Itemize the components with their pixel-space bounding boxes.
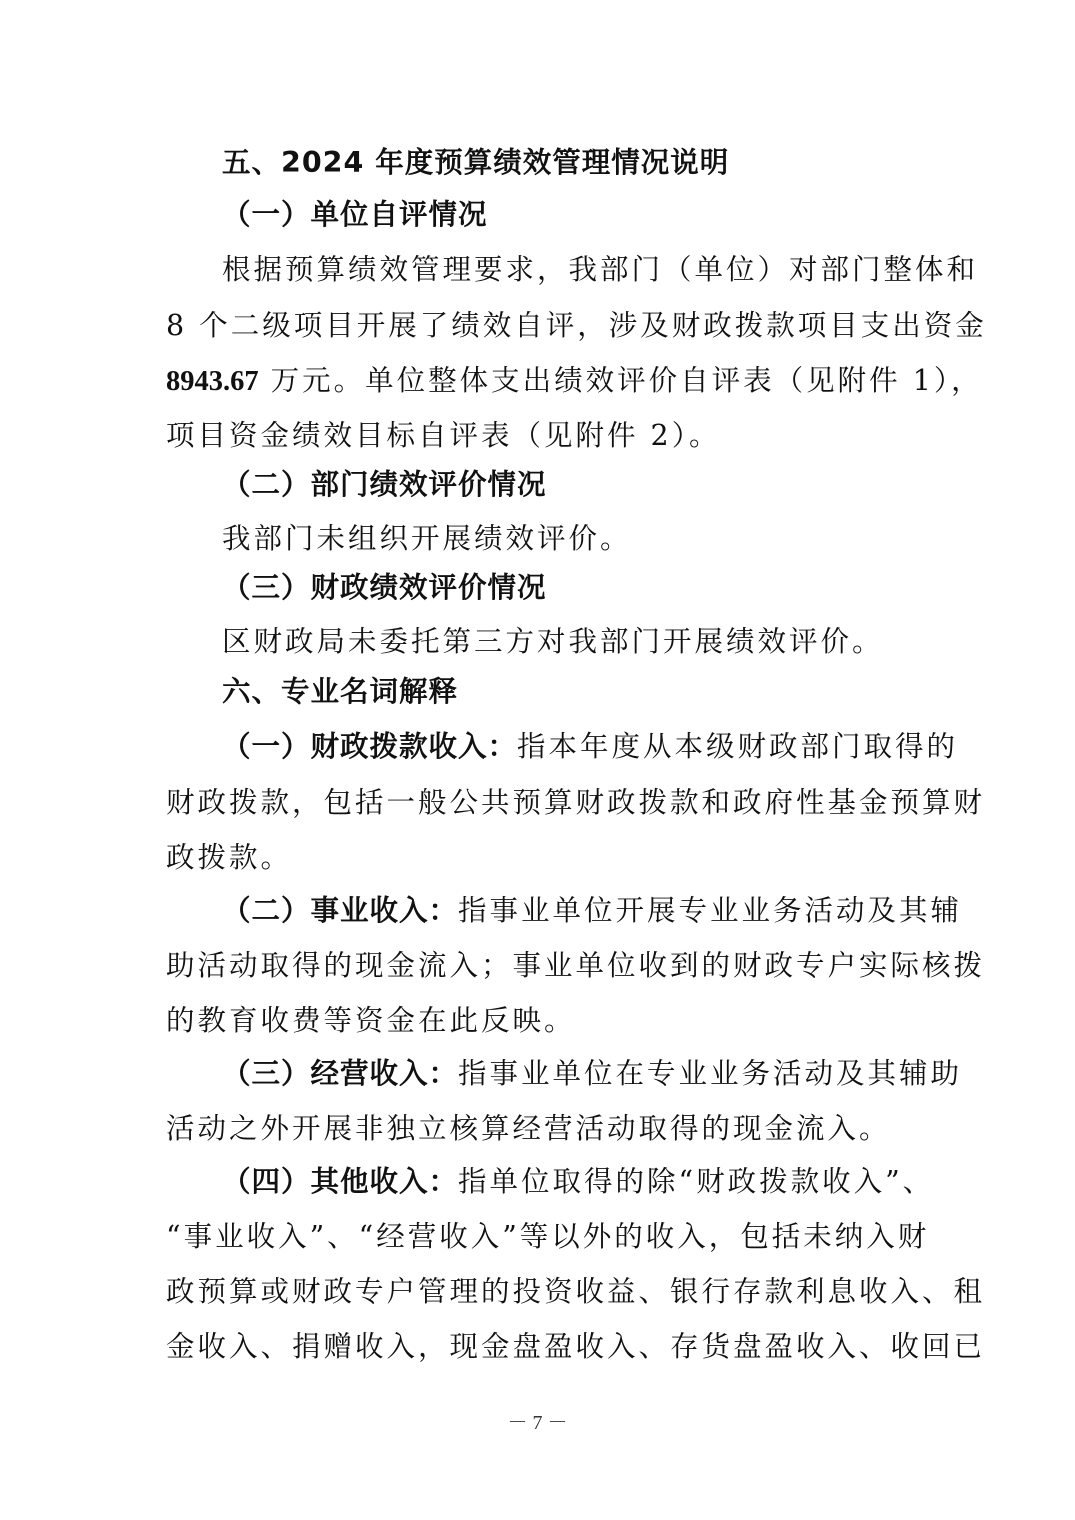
term-line: 政预算或财政专户管理的投资收益、银行存款利息收入、租 xyxy=(166,1275,986,1308)
term-line: 助活动取得的现金流入；事业单位收到的财政专户实际核拨 xyxy=(166,949,986,982)
term-line xyxy=(222,1162,935,1202)
term-line: 政拨款。 xyxy=(166,841,293,874)
page-number: － 7 － xyxy=(507,1412,568,1434)
paragraph-line: 我部门未组织开展绩效评价。 xyxy=(222,522,632,555)
paragraph-line: 8 个二级项目开展了绩效自评，涉及财政拨款项目支出资金 xyxy=(166,309,987,342)
term-line: 活动之外开展非独立核算经营活动取得的现金流入。 xyxy=(166,1112,891,1145)
term-definition: 指事业单位开展专业业务活动及其辅 xyxy=(458,894,963,927)
term-line: “事业收入”、“经营收入”等以外的收入，包括未纳入财 xyxy=(166,1220,930,1253)
term-line xyxy=(222,891,963,931)
subheading-department-evaluation: （二）部门绩效评价情况 xyxy=(222,468,547,501)
amount-value: 8943.67 xyxy=(166,366,259,397)
term-definition: 指本年度从本级财政部门取得的 xyxy=(517,730,959,763)
section-heading-6: 六、专业名词解释 xyxy=(222,675,459,708)
subheading-self-evaluation: （一）单位自评情况 xyxy=(222,198,488,231)
paragraph-line-rest: 万元。单位整体支出绩效评价自评表（见附件 1）， xyxy=(258,364,983,397)
paragraph-line: 根据预算绩效管理要求，我部门（单位）对部门整体和 xyxy=(222,253,979,286)
term-definition: 指单位取得的除“财政拨款收入”、 xyxy=(458,1165,935,1198)
term-line: 金收入、捐赠收入，现金盘盈收入、存货盘盈收入、收回已 xyxy=(166,1330,986,1363)
term-definition: 指事业单位在专业业务活动及其辅助 xyxy=(458,1057,963,1090)
term-line: 的教育收费等资金在此反映。 xyxy=(166,1004,576,1037)
term-label: （二）事业收入： xyxy=(222,894,459,927)
term-label: （四）其他收入： xyxy=(222,1165,459,1198)
paragraph-line xyxy=(166,361,983,402)
paragraph-line: 项目资金绩效目标自评表（见附件 2）。 xyxy=(166,419,721,452)
paragraph-line: 区财政局未委托第三方对我部门开展绩效评价。 xyxy=(222,625,884,658)
term-line xyxy=(222,1054,963,1094)
term-line: 财政拨款，包括一般公共预算财政拨款和政府性基金预算财 xyxy=(166,786,986,819)
term-label: （一）财政拨款收入： xyxy=(222,730,518,763)
section-heading-5: 五、2024 年度预算绩效管理情况说明 xyxy=(222,146,730,179)
subheading-finance-evaluation: （三）财政绩效评价情况 xyxy=(222,571,547,604)
term-line xyxy=(222,727,959,767)
term-label: （三）经营收入： xyxy=(222,1057,459,1090)
